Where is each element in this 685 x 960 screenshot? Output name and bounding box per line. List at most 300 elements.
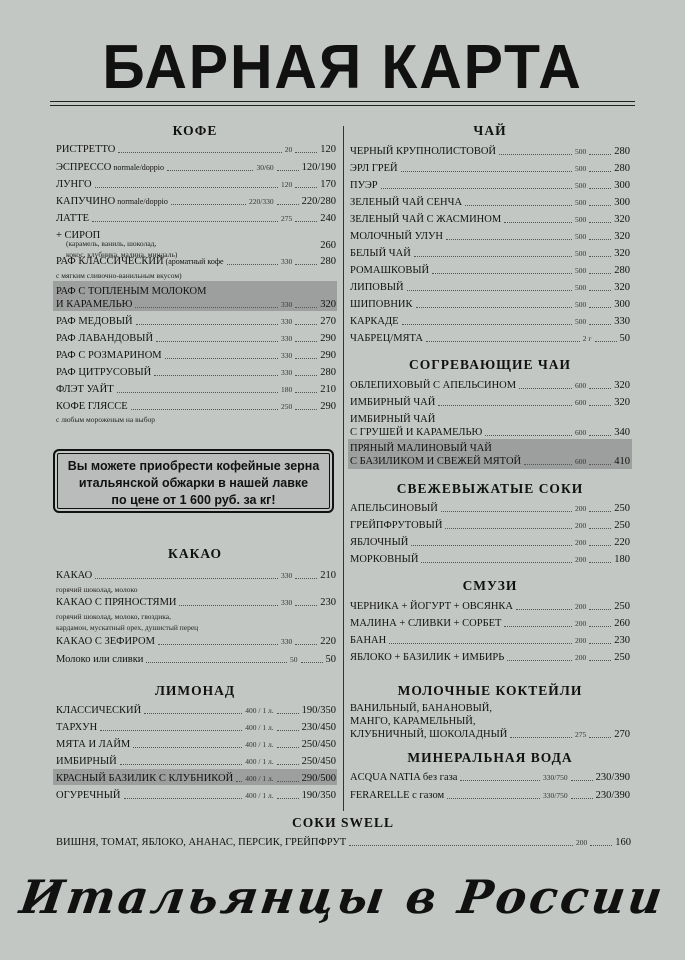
item-volume: 330/750	[542, 773, 568, 782]
coffee-item	[56, 140, 336, 156]
coffee-item	[56, 295, 336, 311]
item-volume: 2 г	[582, 334, 592, 343]
milkshakes-item	[350, 725, 630, 741]
leader-dots	[571, 798, 593, 799]
item-name: ЛАТТЕ	[56, 213, 90, 224]
leader-dots	[277, 170, 299, 171]
cocoa-item-description: кардамон, мускатный орех, душистый перец	[56, 623, 199, 632]
item-name: МОЛОЧНЫЙ УЛУН	[350, 231, 443, 242]
leader-dots	[465, 205, 572, 206]
leader-dots	[131, 409, 278, 410]
leader-dots	[402, 324, 572, 325]
leader-dots	[589, 324, 611, 325]
item-name: КЛАССИЧЕСКИЙ	[56, 705, 142, 716]
leader-dots	[519, 388, 572, 389]
section-lemonade: ЛИМОНАД	[154, 683, 236, 698]
item-name: РАФ С РОЗМАРИНОМ	[56, 350, 162, 361]
item-price: 300	[614, 180, 630, 191]
leader-dots	[589, 171, 611, 172]
item-volume: 400 / 1 л.	[245, 791, 274, 800]
leader-dots	[589, 562, 611, 563]
leader-dots	[277, 798, 299, 799]
item-price: 210	[320, 384, 336, 395]
coffee-item-description: кокос, клубника, малина, миндаль)	[66, 250, 178, 259]
leader-dots	[295, 644, 317, 645]
mineral-item	[350, 786, 630, 802]
item-name: ЗЕЛЕНЫЙ ЧАЙ С ЖАСМИНОМ	[350, 214, 502, 225]
item-volume: 200	[575, 602, 587, 611]
item-name: ИМБИРНЫЙ ЧАЙ	[350, 397, 436, 408]
leader-dots	[485, 435, 572, 436]
item-price: 320	[614, 248, 630, 259]
item-price: 250	[614, 520, 630, 531]
item-name: ОГУРЕЧНЫЙ	[56, 790, 121, 801]
leader-dots	[100, 730, 242, 731]
lemonade-item	[56, 701, 336, 717]
item-name: МОРКОВНЫЙ	[350, 554, 419, 565]
leader-dots	[589, 464, 611, 465]
item-name: КАКАО С ЗЕФИРОМ	[56, 636, 155, 647]
leader-dots	[589, 388, 611, 389]
item-price: 120/190	[301, 162, 336, 173]
leader-dots	[154, 375, 278, 376]
leader-dots	[295, 578, 317, 579]
item-volume: 200	[575, 636, 587, 645]
item-price: 250	[614, 503, 630, 514]
leader-dots	[118, 152, 281, 153]
item-name: МЯТА И ЛАЙМ	[56, 739, 131, 750]
mineral-item	[350, 768, 630, 784]
leader-dots	[499, 154, 572, 155]
item-price: 300	[614, 197, 630, 208]
leader-dots	[277, 781, 299, 782]
coffee-item	[56, 363, 336, 379]
item-name: КОФЕ ГЛЯССЕ	[56, 401, 128, 412]
item-price: 320	[614, 397, 630, 408]
item-price: 240	[320, 213, 336, 224]
item-price: 230/390	[595, 790, 630, 801]
item-price: 250/450	[301, 739, 336, 750]
item-name: РАФ МЕДОВЫЙ	[56, 316, 133, 327]
item-volume: 275	[575, 730, 587, 739]
item-price: 280	[614, 265, 630, 276]
warm_tea-item-name-line: ПРЯНЫЙ МАЛИНОВЫЙ ЧАЙ	[350, 443, 492, 454]
item-price: 50	[325, 654, 336, 665]
cocoa-item	[56, 650, 336, 666]
item-volume: 500	[575, 232, 587, 241]
item-name: РАФ ЛАВАНДОВЫЙ	[56, 333, 154, 344]
section-swell: СОКИ SWELL	[292, 815, 394, 830]
leader-dots	[589, 273, 611, 274]
item-price: 160	[615, 837, 631, 848]
section-coffee: КОФЕ	[172, 123, 218, 138]
item-volume: 200	[575, 538, 587, 547]
leader-dots	[277, 747, 299, 748]
leader-dots	[95, 578, 278, 579]
item-price: 280	[614, 163, 630, 174]
leader-dots	[349, 845, 573, 846]
smoothies-item	[350, 597, 630, 613]
item-name: ОБЛЕПИХОВЫЙ С АПЕЛЬСИНОМ	[350, 380, 517, 391]
item-volume: 330/750	[542, 791, 568, 800]
smoothies-item	[350, 614, 630, 630]
leader-dots	[179, 605, 278, 606]
item-name: ЛУНГО	[56, 179, 92, 190]
juices-item	[350, 550, 630, 566]
item-volume: 330	[281, 598, 293, 607]
item-name: ЭСПРЕССО normale/doppio	[56, 162, 165, 173]
item-volume: 400 / 1 л.	[245, 757, 274, 766]
item-price: 210	[320, 570, 336, 581]
warm_tea-item	[350, 423, 630, 439]
cocoa-item-description: горячий шоколад, молоко, гвоздика,	[56, 612, 171, 621]
item-volume: 330	[281, 571, 293, 580]
item-price: 220	[320, 636, 336, 647]
leader-dots	[524, 464, 572, 465]
item-volume: 600	[575, 398, 587, 407]
warm_tea-item	[350, 452, 630, 468]
item-name: БЕЛЫЙ ЧАЙ	[350, 248, 411, 259]
leader-dots	[156, 341, 278, 342]
item-name: ЭРЛ ГРЕЙ	[350, 163, 398, 174]
item-volume: 330	[281, 334, 293, 343]
leader-dots	[171, 204, 246, 205]
item-name: КАРКАДЕ	[350, 316, 399, 327]
leader-dots	[277, 764, 299, 765]
leader-dots	[589, 737, 611, 738]
item-volume: 200	[575, 504, 587, 513]
item-volume: 200	[575, 619, 587, 628]
coffee-item	[56, 380, 336, 396]
leader-dots	[295, 409, 317, 410]
coffee-item	[56, 175, 336, 191]
leader-dots	[301, 662, 323, 663]
item-volume: 500	[575, 198, 587, 207]
item-name: ТАРХУН	[56, 722, 98, 733]
item-name: РИСТРЕТТО	[56, 144, 116, 155]
leader-dots	[236, 781, 242, 782]
section-juices: СВЕЖЕВЫЖАТЫЕ СОКИ	[396, 481, 584, 496]
leader-dots	[421, 562, 572, 563]
item-price: 320	[614, 380, 630, 391]
item-price: 290	[320, 401, 336, 412]
item-name: КЛУБНИЧНЫЙ, ШОКОЛАДНЫЙ	[350, 729, 508, 740]
leader-dots	[589, 188, 611, 189]
leader-dots	[135, 307, 278, 308]
promo-line-2: итальянской обжарки в нашей лавке	[78, 476, 309, 490]
section-cocoa: КАКАО	[168, 546, 222, 561]
leader-dots	[146, 662, 287, 663]
leader-dots	[295, 221, 317, 222]
leader-dots	[589, 660, 611, 661]
item-price: 250	[614, 601, 630, 612]
leader-dots	[426, 341, 580, 342]
leader-dots	[589, 290, 611, 291]
item-volume: 500	[575, 147, 587, 156]
item-volume: 500	[575, 181, 587, 190]
leader-dots	[295, 605, 317, 606]
warm_tea-item-name-line: ИМБИРНЫЙ ЧАЙ	[350, 414, 436, 425]
item-name: РОМАШКОВЫЙ	[350, 265, 430, 276]
coffee-item-name-line: РАФ С ТОПЛЕНЫМ МОЛОКОМ	[56, 286, 207, 297]
leader-dots	[92, 221, 278, 222]
coffee-item	[56, 312, 336, 328]
coffee-item-description: с любым мороженым на выбор	[56, 415, 156, 424]
item-volume: 500	[575, 266, 587, 275]
leader-dots	[117, 392, 278, 393]
leader-dots	[295, 392, 317, 393]
tea-item	[350, 244, 630, 260]
item-price: 300	[614, 299, 630, 310]
tea-item	[350, 227, 630, 243]
leader-dots	[295, 307, 317, 308]
item-name: МАЛИНА + СЛИВКИ + СОРБЕТ	[350, 618, 502, 629]
cocoa-item-description: горячий шоколад, молоко	[56, 585, 138, 594]
item-volume: 500	[575, 215, 587, 224]
tea-item	[350, 176, 630, 192]
coffee-item-description: (карамель, ваниль, шоколад,	[66, 239, 157, 248]
item-price: 280	[614, 146, 630, 157]
tea-item	[350, 210, 630, 226]
item-name: ЧЕРНЫЙ КРУПНОЛИСТОВОЙ	[350, 146, 497, 157]
leader-dots	[295, 264, 317, 265]
item-price: 250	[614, 652, 630, 663]
item-price: 260	[320, 240, 336, 251]
title-rule-bottom	[50, 105, 635, 106]
leader-dots	[432, 273, 572, 274]
leader-dots	[295, 358, 317, 359]
juices-item	[350, 533, 630, 549]
warm_tea-item	[350, 393, 630, 409]
item-price: 170	[320, 179, 336, 190]
item-price: 290/500	[301, 773, 336, 784]
lemonade-item	[56, 718, 336, 734]
lemonade-item	[56, 786, 336, 802]
leader-dots	[589, 256, 611, 257]
item-name: ПУЭР	[350, 180, 378, 191]
leader-dots	[295, 341, 317, 342]
coffee-item	[56, 192, 336, 208]
item-name: ФЛЭТ УАЙТ	[56, 384, 114, 395]
leader-dots	[446, 239, 572, 240]
juices-item	[350, 499, 630, 515]
item-price: 180	[614, 554, 630, 565]
leader-dots	[133, 747, 242, 748]
leader-dots	[571, 780, 593, 781]
tea-item	[350, 142, 630, 158]
item-price: 330	[614, 316, 630, 327]
item-volume: 180	[281, 385, 293, 394]
leader-dots	[595, 341, 617, 342]
item-volume: 250	[281, 402, 293, 411]
leader-dots	[416, 307, 572, 308]
item-volume: 200	[575, 555, 587, 564]
item-volume: 50	[290, 655, 298, 664]
footer-slogan: Итальянцы в России	[16, 870, 669, 924]
item-name: ЛИПОВЫЙ	[350, 282, 404, 293]
item-price: 280	[320, 256, 336, 267]
swell-item	[56, 833, 631, 849]
leader-dots	[447, 798, 540, 799]
item-price: 290	[320, 350, 336, 361]
item-name: АПЕЛЬСИНОВЫЙ	[350, 503, 438, 514]
section-tea: ЧАЙ	[473, 123, 507, 138]
item-price: 220	[614, 537, 630, 548]
item-name: ACQUA NATIA без газа	[350, 772, 458, 783]
item-name: ИМБИРНЫЙ	[56, 756, 117, 767]
item-note: (ароматный кофе	[163, 257, 224, 266]
item-price: 320	[320, 299, 336, 310]
item-volume: 330	[281, 317, 293, 326]
leader-dots	[589, 643, 611, 644]
leader-dots	[589, 609, 611, 610]
promo-line-1: Вы можете приобрести кофейные зерна	[67, 459, 320, 473]
juices-item	[350, 516, 630, 532]
item-volume: 330	[281, 257, 293, 266]
section-mineral: МИНЕРАЛЬНАЯ ВОДА	[407, 750, 573, 765]
item-volume: 330	[281, 637, 293, 646]
leader-dots	[120, 764, 243, 765]
item-volume: 500	[575, 283, 587, 292]
leader-dots	[589, 307, 611, 308]
item-volume: 400 / 1 л.	[245, 723, 274, 732]
leader-dots	[516, 609, 572, 610]
leader-dots	[441, 511, 572, 512]
promo-line-3: по цене от 1 600 руб. за кг!	[111, 493, 276, 507]
leader-dots	[460, 780, 540, 781]
item-name: КАКАО	[56, 570, 93, 581]
item-volume: 330	[281, 368, 293, 377]
leader-dots	[165, 358, 278, 359]
leader-dots	[445, 528, 572, 529]
item-price: 270	[320, 316, 336, 327]
leader-dots	[295, 375, 317, 376]
coffee-item	[56, 252, 336, 268]
leader-dots	[389, 643, 572, 644]
item-volume: 600	[575, 428, 587, 437]
leader-dots	[227, 264, 278, 265]
coffee-item-description: с мягким сливочно-ванильным вкусом)	[56, 271, 182, 280]
leader-dots	[589, 154, 611, 155]
tea-item	[350, 261, 630, 277]
item-name: КАПУЧИНО normale/doppio	[56, 196, 168, 207]
cocoa-item	[56, 632, 336, 648]
item-note: normale/doppio	[111, 163, 165, 172]
leader-dots	[589, 239, 611, 240]
lemonade-item	[56, 752, 336, 768]
item-volume: 400 / 1 л.	[245, 740, 274, 749]
coffee-item	[56, 158, 336, 174]
leader-dots	[411, 545, 572, 546]
item-price: 280	[320, 367, 336, 378]
tea-item	[350, 159, 630, 175]
item-volume: 200	[575, 653, 587, 662]
item-volume: 220/330	[248, 197, 274, 206]
item-price: 260	[614, 618, 630, 629]
item-name: ЧЕРНИКА + ЙОГУРТ + ОВСЯНКА	[350, 601, 513, 612]
leader-dots	[277, 713, 299, 714]
coffee-item	[56, 329, 336, 345]
item-name: ЯБЛОЧНЫЙ	[350, 537, 409, 548]
item-name: ШИПОВНИК	[350, 299, 413, 310]
milkshakes-item-name-line: МАНГО, КАРАМЕЛЬНЫЙ,	[350, 716, 476, 727]
item-name: ЧАБРЕЦ/МЯТА	[350, 333, 424, 344]
item-price: 250/450	[301, 756, 336, 767]
item-volume: 500	[575, 317, 587, 326]
column-divider	[343, 126, 344, 811]
item-volume: 30/60	[256, 163, 274, 172]
item-price: 290	[320, 333, 336, 344]
item-name: ЯБЛОКО + БАЗИЛИК + ИМБИРЬ	[350, 652, 505, 663]
section-smoothies: СМУЗИ	[462, 578, 518, 593]
item-price: 190/350	[301, 705, 336, 716]
tea-item	[350, 193, 630, 209]
item-price: 320	[614, 231, 630, 242]
item-volume: 400 / 1 л.	[245, 774, 274, 783]
leader-dots	[295, 152, 317, 153]
leader-dots	[507, 660, 572, 661]
item-name: С ГРУШЕЙ И КАРАМЕЛЬЮ	[350, 427, 483, 438]
item-volume: 400 / 1 л.	[245, 706, 274, 715]
item-price: 320	[614, 282, 630, 293]
promo-box	[53, 449, 334, 513]
tea-item	[350, 295, 630, 311]
item-name: КРАСНЫЙ БАЗИЛИК С КЛУБНИКОЙ	[56, 773, 234, 784]
item-name: И КАРАМЕЛЬЮ	[56, 299, 133, 310]
item-name: + СИРОП	[56, 230, 101, 241]
item-note: normale/doppio	[115, 197, 168, 206]
cocoa-item	[56, 566, 336, 582]
lemonade-item	[56, 769, 336, 785]
tea-item	[350, 329, 630, 345]
leader-dots	[95, 187, 278, 188]
smoothies-item	[350, 631, 630, 647]
item-volume: 275	[281, 214, 293, 223]
item-name: РАФ ЦИТРУСОВЫЙ	[56, 367, 152, 378]
leader-dots	[589, 405, 611, 406]
item-volume: 20	[284, 145, 293, 154]
leader-dots	[589, 528, 611, 529]
cocoa-item	[56, 593, 336, 609]
lemonade-item	[56, 735, 336, 751]
leader-dots	[124, 798, 243, 799]
warm_tea-item	[350, 376, 630, 392]
leader-dots	[590, 845, 612, 846]
leader-dots	[167, 170, 253, 171]
item-name: КАКАО С ПРЯНОСТЯМИ	[56, 597, 177, 608]
leader-dots	[295, 324, 317, 325]
smoothies-item	[350, 648, 630, 664]
item-price: 270	[614, 729, 630, 740]
item-price: 50	[619, 333, 630, 344]
leader-dots	[438, 405, 572, 406]
milkshakes-item-name-line: ВАНИЛЬНЫЙ, БАНАНОВЫЙ,	[350, 703, 492, 714]
coffee-item	[56, 209, 336, 225]
item-volume: 200	[575, 521, 587, 530]
item-price: 220/280	[301, 196, 336, 207]
item-volume: 500	[575, 249, 587, 258]
leader-dots	[407, 290, 572, 291]
coffee-item	[56, 346, 336, 362]
coffee-item	[56, 397, 336, 413]
leader-dots	[510, 737, 572, 738]
item-price: 120	[320, 144, 336, 155]
item-price: 340	[614, 427, 630, 438]
item-name: Молоко или сливки	[56, 654, 144, 665]
item-volume: 330	[281, 300, 293, 309]
leader-dots	[589, 222, 611, 223]
item-volume: 500	[575, 300, 587, 309]
